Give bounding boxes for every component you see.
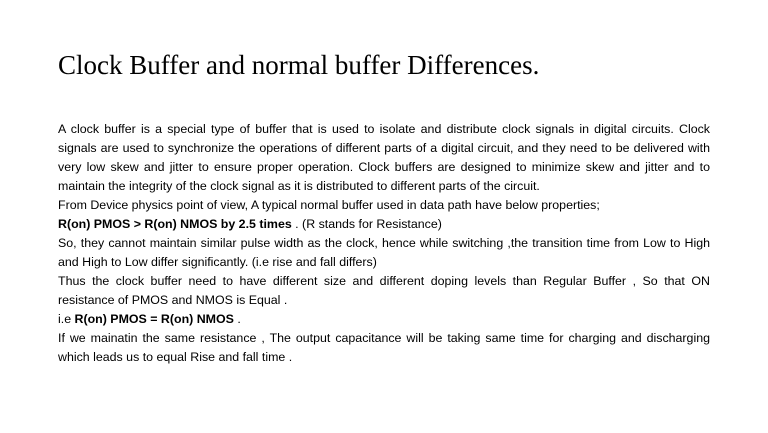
paragraph-rise-fall-time: If we mainatin the same resistance , The output capacitance will be taking same time for charging and discharging which leads us to equal Rise and fall time . [58, 331, 710, 364]
paragraph-clock-buffer-sizing: Thus the clock buffer need to have different size and different doping levels than Regular Buffer , So that ON resistance of PMOS and NMOS is Equal . [58, 274, 710, 307]
ie-prefix-text: i.e [58, 312, 75, 326]
equal-relation-text: R(on) PMOS = R(on) NMOS [74, 312, 234, 326]
paragraph-pulse-width: So, they cannot maintain similar pulse width as the clock, hence while switching ,the transition time from Low to High and High to Low differ significantly. (i.e rise and fall differs) [58, 236, 710, 269]
ron-note-text: . (R stands for Resistance) [291, 217, 442, 231]
page-title: Clock Buffer and normal buffer Differences. [58, 50, 540, 80]
ron-relation-text: R(on) PMOS > R(on) NMOS by 2.5 times [58, 217, 292, 231]
paragraph-equal-resistance [58, 310, 710, 329]
paragraph-device-physics: From Device physics point of view, A typical normal buffer used in data path have below properties; [58, 198, 600, 212]
paragraph-clock-buffer-definition: A clock buffer is a special type of buffer that is used to isolate and distribute clock signals in digital circuits. Clock signals are used to synchronize the operations of different parts of a digital circuit, and they need to be delivered with very low skew and jitter to ensure proper operation. Clock buffers are designed to minimize skew and jitter and to maintain the integrity of the clock signal as it is distributed to different parts of the circuit. [58, 122, 710, 193]
slide-body [58, 120, 710, 367]
equal-suffix-text: . [233, 312, 241, 326]
paragraph-ron-relation [58, 215, 710, 234]
